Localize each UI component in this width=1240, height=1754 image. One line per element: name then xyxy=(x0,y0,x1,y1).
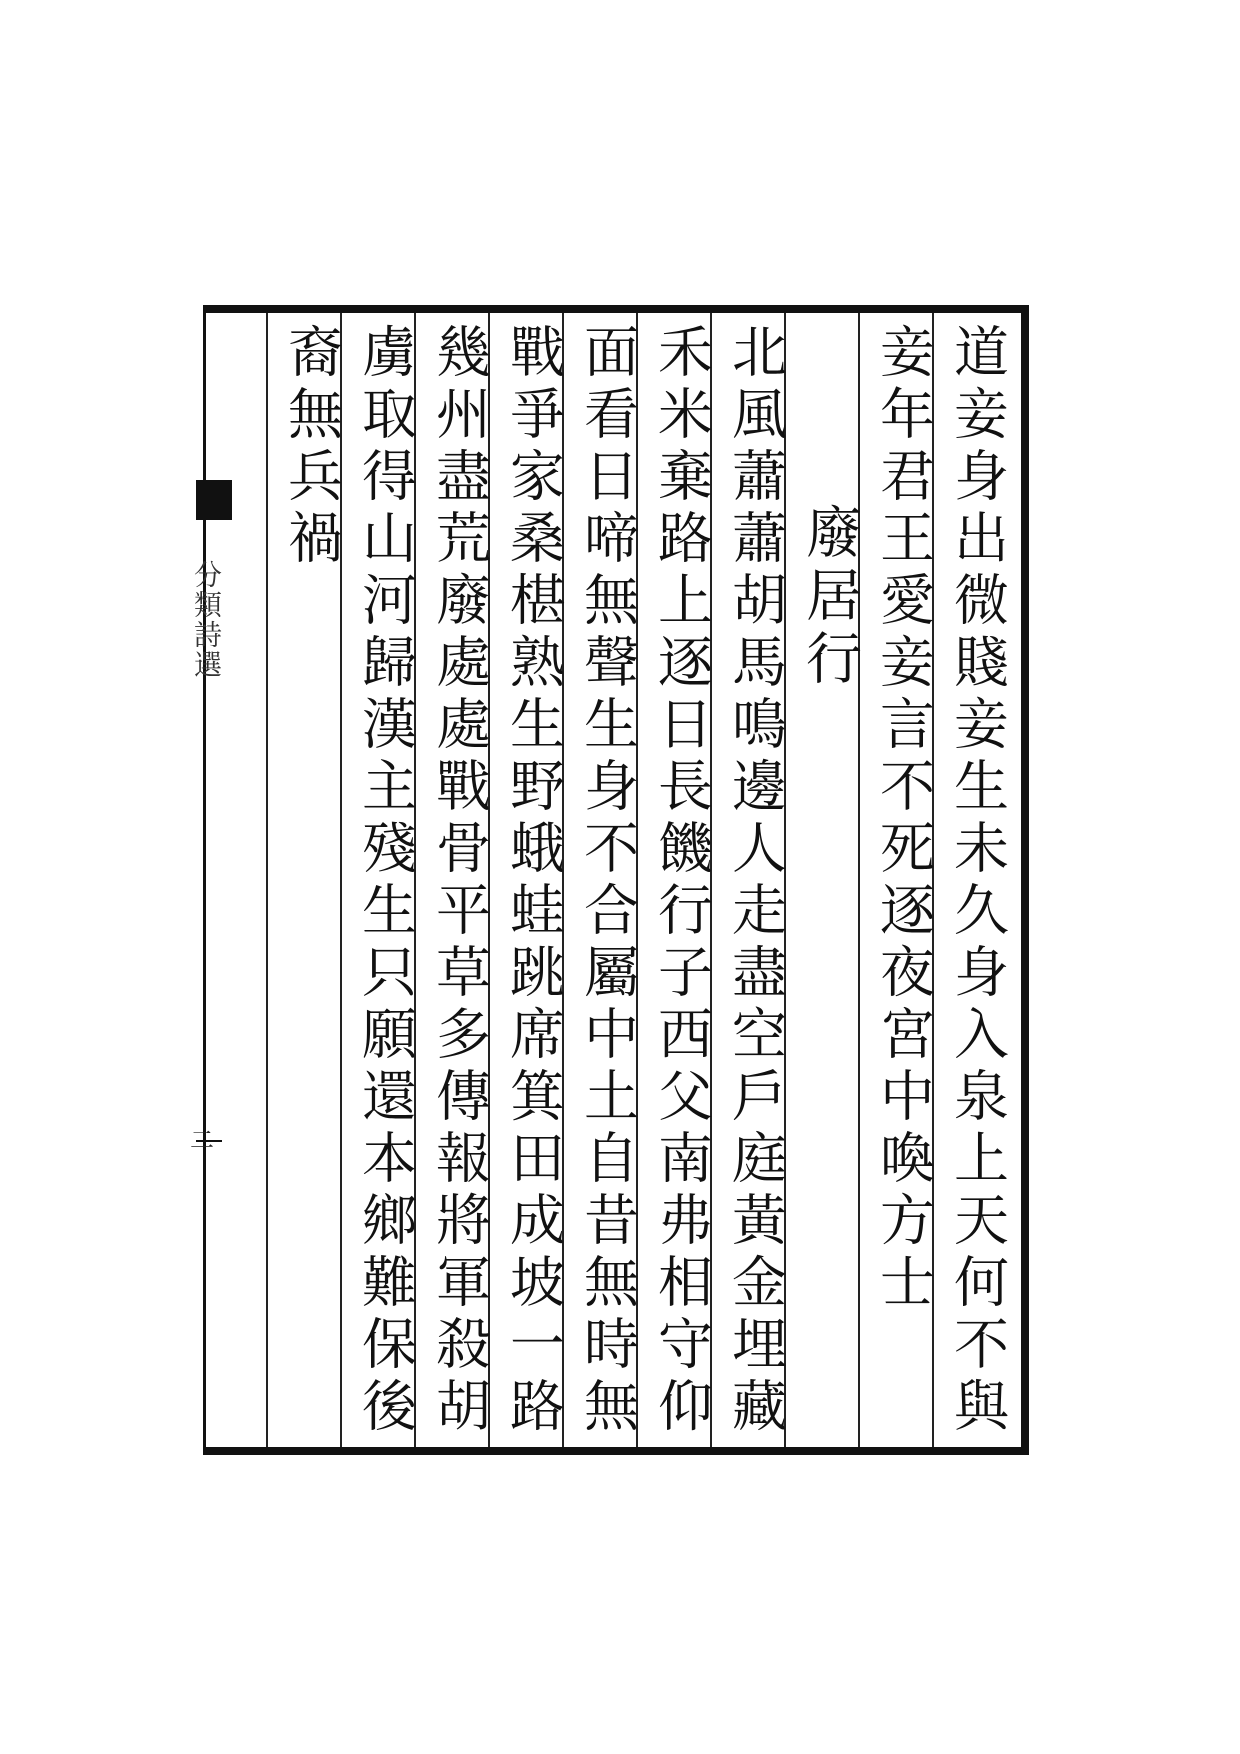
text-column-4: 北風蕭蕭胡馬鳴邊人走盡空戶庭黃金埋藏 xyxy=(723,323,787,1439)
text-column-8: 幾州盡荒廢處處戰骨平草多傳報將軍殺胡 xyxy=(427,323,491,1439)
text-column-1: 道妾身出微賤妾生未久身入泉上天何不與 xyxy=(945,323,1009,1439)
column-rule xyxy=(266,313,268,1447)
text-column-9: 虜取得山河歸漢主殘生只願還本鄉難保後 xyxy=(353,323,417,1439)
page-frame-left-edge xyxy=(203,305,206,1455)
text-column-2: 妾年君王愛妾言不死逐夜宮中喚方士 xyxy=(871,323,935,1315)
text-column-7: 戰爭家桑椹熟生野蛾蛙跳席箕田成坡一路 xyxy=(501,323,565,1439)
spine-rule-top xyxy=(196,492,222,494)
text-column-5: 禾米棄路上逐日長饑行子西父南弗相守仰 xyxy=(649,323,713,1439)
fishtail-mark xyxy=(196,480,232,520)
page-number: 二 xyxy=(190,1126,214,1154)
spine-title: 分類詩選 xyxy=(190,560,223,680)
text-column-10: 裔無兵禍 xyxy=(279,323,343,571)
text-column-6: 面看日啼無聲生身不合屬中土自昔無時無 xyxy=(575,323,639,1439)
poem-title: 廢居行 xyxy=(797,503,862,692)
